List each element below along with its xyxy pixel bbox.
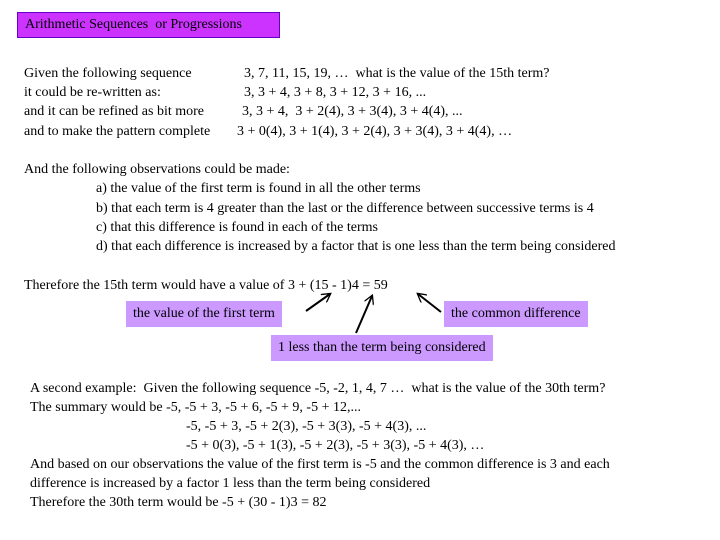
example1-label-3: and it can be refined as bit more <box>24 104 204 119</box>
example2-line-1: A second example: Given the following sequence -5, -2, 1, 4, 7 … what is the value of the 30th term? <box>30 381 606 396</box>
callout-common-difference: the common difference <box>444 301 588 327</box>
example1-label-2: it could be re-written as: <box>24 85 161 100</box>
callout-one-less: 1 less than the term being considered <box>271 335 493 361</box>
example1-label-1: Given the following sequence <box>24 66 192 81</box>
observation-a: a) the value of the first term is found in all the other terms <box>96 181 421 196</box>
observations-intro: And the following observations could be made: <box>24 162 290 177</box>
example2-line-6: difference is increased by a factor 1 less than the term being considered <box>30 476 431 491</box>
arrow-to-common-difference <box>418 294 441 312</box>
example1-text-2: 3, 3 + 4, 3 + 8, 3 + 12, 3 + 16, ... <box>244 85 427 100</box>
example2-line-2: The summary would be -5, -5 + 3, -5 + 6, -5 + 9, -5 + 12,... <box>30 400 361 415</box>
arrow-to-first-term <box>306 294 330 311</box>
example1-text-3: 3, 3 + 4, 3 + 2(4), 3 + 3(4), 3 + 4(4), ... <box>242 104 463 119</box>
observation-b: b) that each term is 4 greater than the last or the difference between successive terms is 4 <box>96 201 594 216</box>
example2-line-5: And based on our observations the value of the first term is -5 and the common difference is 3 and each <box>30 457 610 472</box>
observation-c: c) that this difference is found in each of the terms <box>96 220 378 235</box>
example2-line-4: -5 + 0(3), -5 + 1(3), -5 + 2(3), -5 + 3(3), -5 + 4(3), … <box>186 438 485 453</box>
observation-d: d) that each difference is increased by a factor that is one less than the term being considered <box>96 239 616 254</box>
example1-label-4: and to make the pattern complete <box>24 124 211 139</box>
example1-text-1: 3, 7, 11, 15, 19, … what is the value of the 15th term? <box>244 66 550 81</box>
page-title: Arithmetic Sequences or Progressions <box>25 17 242 32</box>
example1-text-4: 3 + 0(4), 3 + 1(4), 3 + 2(4), 3 + 3(4), 3 + 4(4), … <box>237 124 513 139</box>
conclusion-text: Therefore the 15th term would have a value of 3 + (15 - 1)4 = 59 <box>24 278 388 293</box>
example2-line-3: -5, -5 + 3, -5 + 2(3), -5 + 3(3), -5 + 4(3), ... <box>186 419 427 434</box>
arrow-to-one-less <box>356 296 372 333</box>
example2-line-7: Therefore the 30th term would be -5 + (30 - 1)3 = 82 <box>30 495 327 510</box>
callout-first-term: the value of the first term <box>126 301 282 327</box>
